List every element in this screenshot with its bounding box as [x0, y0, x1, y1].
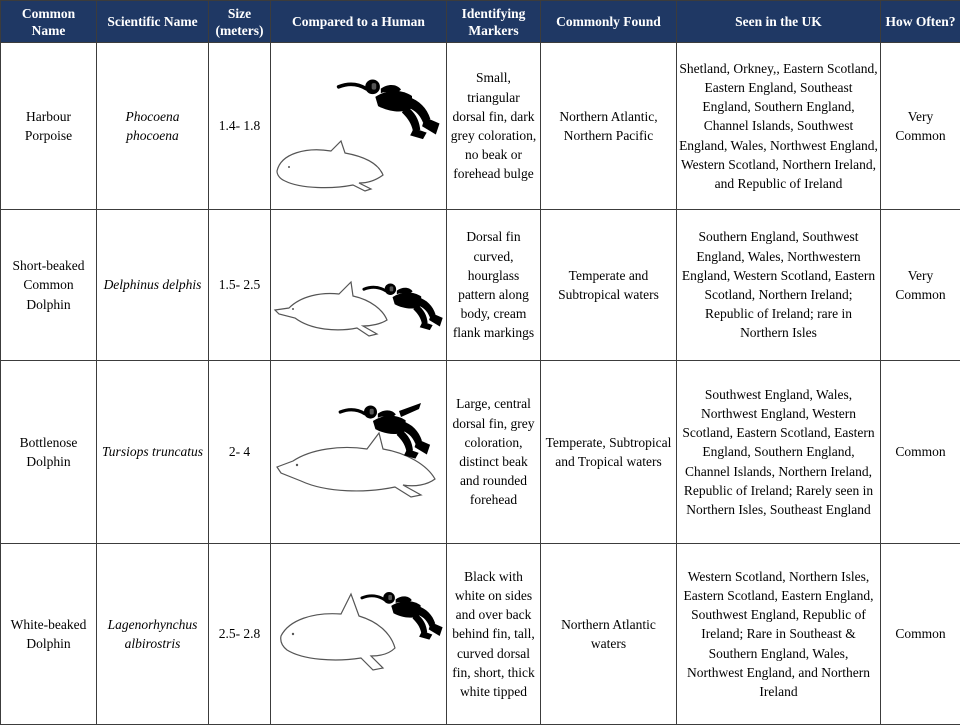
size-cell: 2- 4 [209, 361, 271, 544]
seen-in-uk-cell: Southern England, Southwest England, Wales, Northwestern England, Western Scotland, Eastern Scotland, Northern Ireland; Republic of Ireland; rare in Northern Isles [677, 210, 881, 361]
header-row [1, 1, 960, 43]
how-often-cell: Common [881, 361, 960, 544]
how-often-cell: Very Common [881, 43, 960, 210]
seen-in-uk-cell: Southwest England, Wales, Northwest England, Western Scotland, Eastern Scotland, Eastern England, Southern England, Channel Islands, Northern Ireland, Republic of Ireland; Rarely seen in Northern Isles, Southeast England [677, 361, 881, 544]
comparison-illustration-cell [271, 210, 447, 361]
seen-in-uk-cell: Shetland, Orkney,, Eastern Scotland, Eastern England, Southeast England, Southern England, Channel Islands, Southwest England, Wales, Northwest England, Western Scotland, Northern Ireland, and Republic of Ireland [677, 43, 881, 210]
size-cell: 2.5- 2.8 [209, 544, 271, 725]
header-compared-to-human: Compared to a Human [271, 1, 447, 43]
bottlenose-dolphin-illustration [271, 361, 447, 543]
identifying-markers-cell: Dorsal fin curved, hourglass pattern along body, cream flank markings [447, 210, 541, 361]
scientific-name-cell: Phocoena phocoena [97, 43, 209, 210]
commonly-found-cell: Northern Atlantic, Northern Pacific [541, 43, 677, 210]
comparison-illustration-cell [271, 43, 447, 210]
how-often-cell: Common [881, 544, 960, 725]
identifying-markers-cell: Black with white on sides and over back behind fin, tall, curved dorsal fin, short, thick white tipped [447, 544, 541, 725]
commonly-found-cell: Northern Atlantic waters [541, 544, 677, 725]
commonly-found-cell: Temperate, Subtropical and Tropical waters [541, 361, 677, 544]
table-row [1, 361, 960, 544]
seen-in-uk-cell: Western Scotland, Northern Isles, Eastern Scotland, Eastern England, Southwest England, Republic of Ireland; Rare in Southeast & Southern England, Wales, Northwest England, and Northern Ireland [677, 544, 881, 725]
commonly-found-cell: Temperate and Subtropical waters [541, 210, 677, 361]
header-identifying-markers: Identifying Markers [447, 1, 541, 43]
common-name-cell: White-beaked Dolphin [1, 544, 97, 725]
table-row [1, 544, 960, 725]
common-name-cell: Short-beaked Common Dolphin [1, 210, 97, 361]
common-name-cell: Harbour Porpoise [1, 43, 97, 210]
header-seen-in-uk: Seen in the UK [677, 1, 881, 43]
table-row [1, 210, 960, 361]
white-beaked-dolphin-illustration [271, 544, 447, 724]
header-how-often: How Often? [881, 1, 960, 43]
size-cell: 1.5- 2.5 [209, 210, 271, 361]
header-size: Size (meters) [209, 1, 271, 43]
header-common-name: Common Name [1, 1, 97, 43]
size-cell: 1.4- 1.8 [209, 43, 271, 210]
scientific-name-cell: Delphinus delphis [97, 210, 209, 361]
comparison-illustration-cell [271, 544, 447, 725]
table-row [1, 43, 960, 210]
header-commonly-found: Commonly Found [541, 1, 677, 43]
harbour-porpoise-illustration [271, 43, 447, 209]
common-dolphin-illustration [271, 210, 447, 360]
identifying-markers-cell: Small, triangular dorsal fin, dark grey coloration, no beak or forehead bulge [447, 43, 541, 210]
how-often-cell: Very Common [881, 210, 960, 361]
common-name-cell: Bottlenose Dolphin [1, 361, 97, 544]
identifying-markers-cell: Large, central dorsal fin, grey coloration, distinct beak and rounded forehead [447, 361, 541, 544]
scientific-name-cell: Lagenorhynchus albirostris [97, 544, 209, 725]
scientific-name-cell: Tursiops truncatus [97, 361, 209, 544]
header-scientific-name: Scientific Name [97, 1, 209, 43]
comparison-illustration-cell [271, 361, 447, 544]
